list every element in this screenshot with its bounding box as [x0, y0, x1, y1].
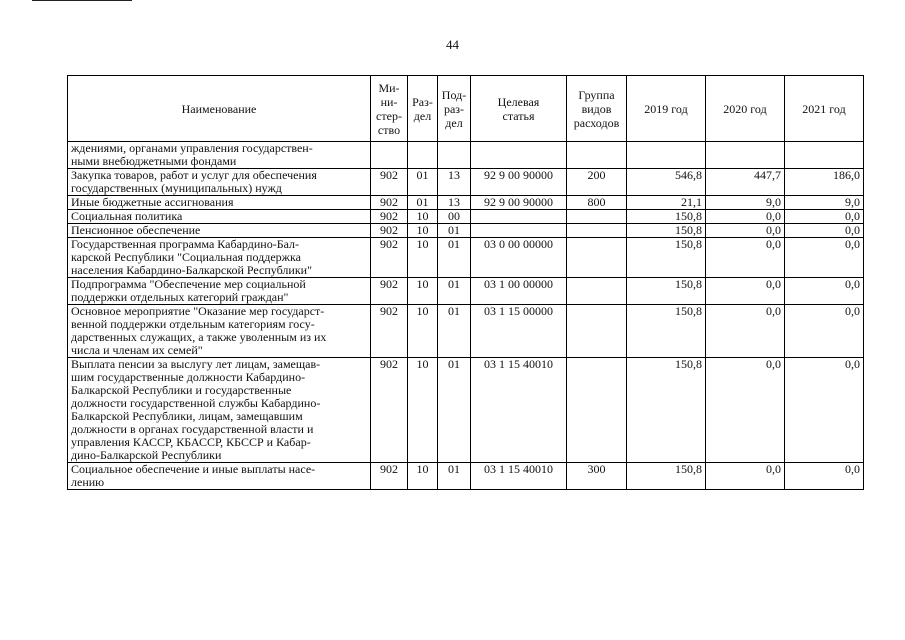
cell-y2020: 0,0: [706, 210, 785, 224]
cell-y2020: 0,0: [706, 305, 785, 358]
cell-section: 10: [408, 358, 438, 463]
cell-group: [567, 305, 627, 358]
cell-subsection: 01: [438, 463, 471, 490]
table-row: [68, 358, 864, 463]
cell-name: Социальное обеспечение и иные выплаты насе- лению: [68, 463, 371, 490]
cell-section: 10: [408, 278, 438, 305]
cell-name: Государственная программа Кабардино-Бал- карской Республики "Социальная поддержка населения Кабардино-Балкарской Республики": [68, 238, 371, 278]
cell-ministry: [371, 142, 408, 169]
cell-section: 10: [408, 238, 438, 278]
top-rule: [32, 0, 132, 1]
cell-subsection: 13: [438, 169, 471, 196]
cell-y2020: [706, 142, 785, 169]
cell-group: [567, 224, 627, 238]
cell-name: Пенсионное обеспечение: [68, 224, 371, 238]
cell-ministry: 902: [371, 358, 408, 463]
cell-section: 10: [408, 463, 438, 490]
cell-ministry: 902: [371, 463, 408, 490]
col-ministry-label: Ми- ни- стер- ство: [376, 80, 402, 137]
cell-ministry: 902: [371, 196, 408, 210]
cell-y2019: 150,8: [627, 224, 706, 238]
col-section-label: Раз- дел: [412, 94, 433, 123]
cell-group: 200: [567, 169, 627, 196]
cell-group: 800: [567, 196, 627, 210]
cell-subsection: 01: [438, 358, 471, 463]
table-row: [68, 142, 864, 169]
cell-y2019: [627, 142, 706, 169]
cell-subsection: 13: [438, 196, 471, 210]
cell-name: Выплата пенсии за выслугу лет лицам, замещав- шим государственные должности Кабардино- Балкарской Республики и государственные должности государственной службы Кабардино- Балкарской Республики, лицам, замещавшим должности в органах государственной власти и управления КАССР, КБАССР, КБССР и Кабар- дино-Балкарской Республики: [68, 358, 371, 463]
cell-section: 10: [408, 224, 438, 238]
cell-name: Закупка товаров, работ и услуг для обеспечения государственных (муниципальных) нужд: [68, 169, 371, 196]
cell-group: [567, 142, 627, 169]
cell-y2021: 0,0: [785, 305, 864, 358]
cell-ministry: 902: [371, 169, 408, 196]
cell-section: 10: [408, 305, 438, 358]
cell-ministry: 902: [371, 278, 408, 305]
col-section-header: [408, 76, 438, 142]
cell-name: ждениями, органами управления государствен- ными внебюджетными фондами: [68, 142, 371, 169]
cell-ministry: 902: [371, 224, 408, 238]
col-name-header: Наименование: [68, 76, 371, 142]
cell-y2021: 186,0: [785, 169, 864, 196]
cell-target: 03 1 00 00000: [471, 278, 567, 305]
cell-y2019: 150,8: [627, 305, 706, 358]
table-row: [68, 278, 864, 305]
table-body: [68, 142, 864, 490]
cell-subsection: 01: [438, 278, 471, 305]
table-row: [68, 305, 864, 358]
cell-y2019: 150,8: [627, 210, 706, 224]
budget-table: [67, 75, 864, 490]
cell-y2021: 0,0: [785, 463, 864, 490]
col-2019-header: 2019 год: [627, 76, 706, 142]
cell-name: Основное мероприятие "Оказание мер государст- венной поддержки отдельным категориям госу- дарственных служащих, а также уволенным из их числа и членам их семей": [68, 305, 371, 358]
cell-group: 300: [567, 463, 627, 490]
cell-subsection: 00: [438, 210, 471, 224]
cell-target: 92 9 00 90000: [471, 169, 567, 196]
cell-y2020: 0,0: [706, 224, 785, 238]
cell-y2021: [785, 142, 864, 169]
cell-name: Иные бюджетные ассигнования: [68, 196, 371, 210]
cell-y2021: 0,0: [785, 238, 864, 278]
cell-ministry: 902: [371, 305, 408, 358]
col-group-label: Группа видов расходов: [573, 87, 620, 130]
table-row: [68, 210, 864, 224]
cell-section: 01: [408, 169, 438, 196]
col-target-label: Целевая статья: [497, 94, 540, 123]
cell-subsection: 01: [438, 305, 471, 358]
cell-y2019: 21,1: [627, 196, 706, 210]
cell-y2021: 0,0: [785, 210, 864, 224]
table-row: [68, 196, 864, 210]
col-subsection-header: [438, 76, 471, 142]
cell-y2019: 546,8: [627, 169, 706, 196]
page-number: 44: [446, 37, 459, 52]
cell-y2020: 0,0: [706, 238, 785, 278]
cell-subsection: [438, 142, 471, 169]
cell-section: [408, 142, 438, 169]
cell-y2019: 150,8: [627, 278, 706, 305]
cell-y2019: 150,8: [627, 238, 706, 278]
cell-target: 03 0 00 00000: [471, 238, 567, 278]
cell-target: [471, 142, 567, 169]
header-row: [68, 76, 864, 142]
col-subsection-label: Под- раз- дел: [441, 87, 467, 130]
cell-y2021: 0,0: [785, 224, 864, 238]
cell-ministry: 902: [371, 238, 408, 278]
cell-name: Подпрограмма "Обеспечение мер социальной поддержки отдельных категорий граждан": [68, 278, 371, 305]
cell-y2020: 9,0: [706, 196, 785, 210]
col-target-header: [471, 76, 567, 142]
cell-group: [567, 278, 627, 305]
cell-y2019: 150,8: [627, 358, 706, 463]
cell-y2020: 0,0: [706, 278, 785, 305]
table-row: [68, 238, 864, 278]
col-2020-header: 2020 год: [706, 76, 785, 142]
cell-y2020: 0,0: [706, 358, 785, 463]
cell-name: Социальная политика: [68, 210, 371, 224]
cell-section: 10: [408, 210, 438, 224]
cell-target: 03 1 15 00000: [471, 305, 567, 358]
table-row: [68, 169, 864, 196]
col-group-header: [567, 76, 627, 142]
cell-subsection: 01: [438, 224, 471, 238]
cell-target: 92 9 00 90000: [471, 196, 567, 210]
cell-y2019: 150,8: [627, 463, 706, 490]
col-ministry-header: [371, 76, 408, 142]
cell-subsection: 01: [438, 238, 471, 278]
cell-y2021: 9,0: [785, 196, 864, 210]
cell-target: 03 1 15 40010: [471, 358, 567, 463]
cell-ministry: 902: [371, 210, 408, 224]
table-row: [68, 463, 864, 490]
cell-target: 03 1 15 40010: [471, 463, 567, 490]
cell-y2021: 0,0: [785, 278, 864, 305]
cell-group: [567, 358, 627, 463]
cell-y2021: 0,0: [785, 358, 864, 463]
table-row: [68, 224, 864, 238]
cell-group: [567, 210, 627, 224]
cell-y2020: 447,7: [706, 169, 785, 196]
cell-target: [471, 224, 567, 238]
cell-target: [471, 210, 567, 224]
cell-section: 01: [408, 196, 438, 210]
col-2021-header: 2021 год: [785, 76, 864, 142]
cell-y2020: 0,0: [706, 463, 785, 490]
cell-group: [567, 238, 627, 278]
